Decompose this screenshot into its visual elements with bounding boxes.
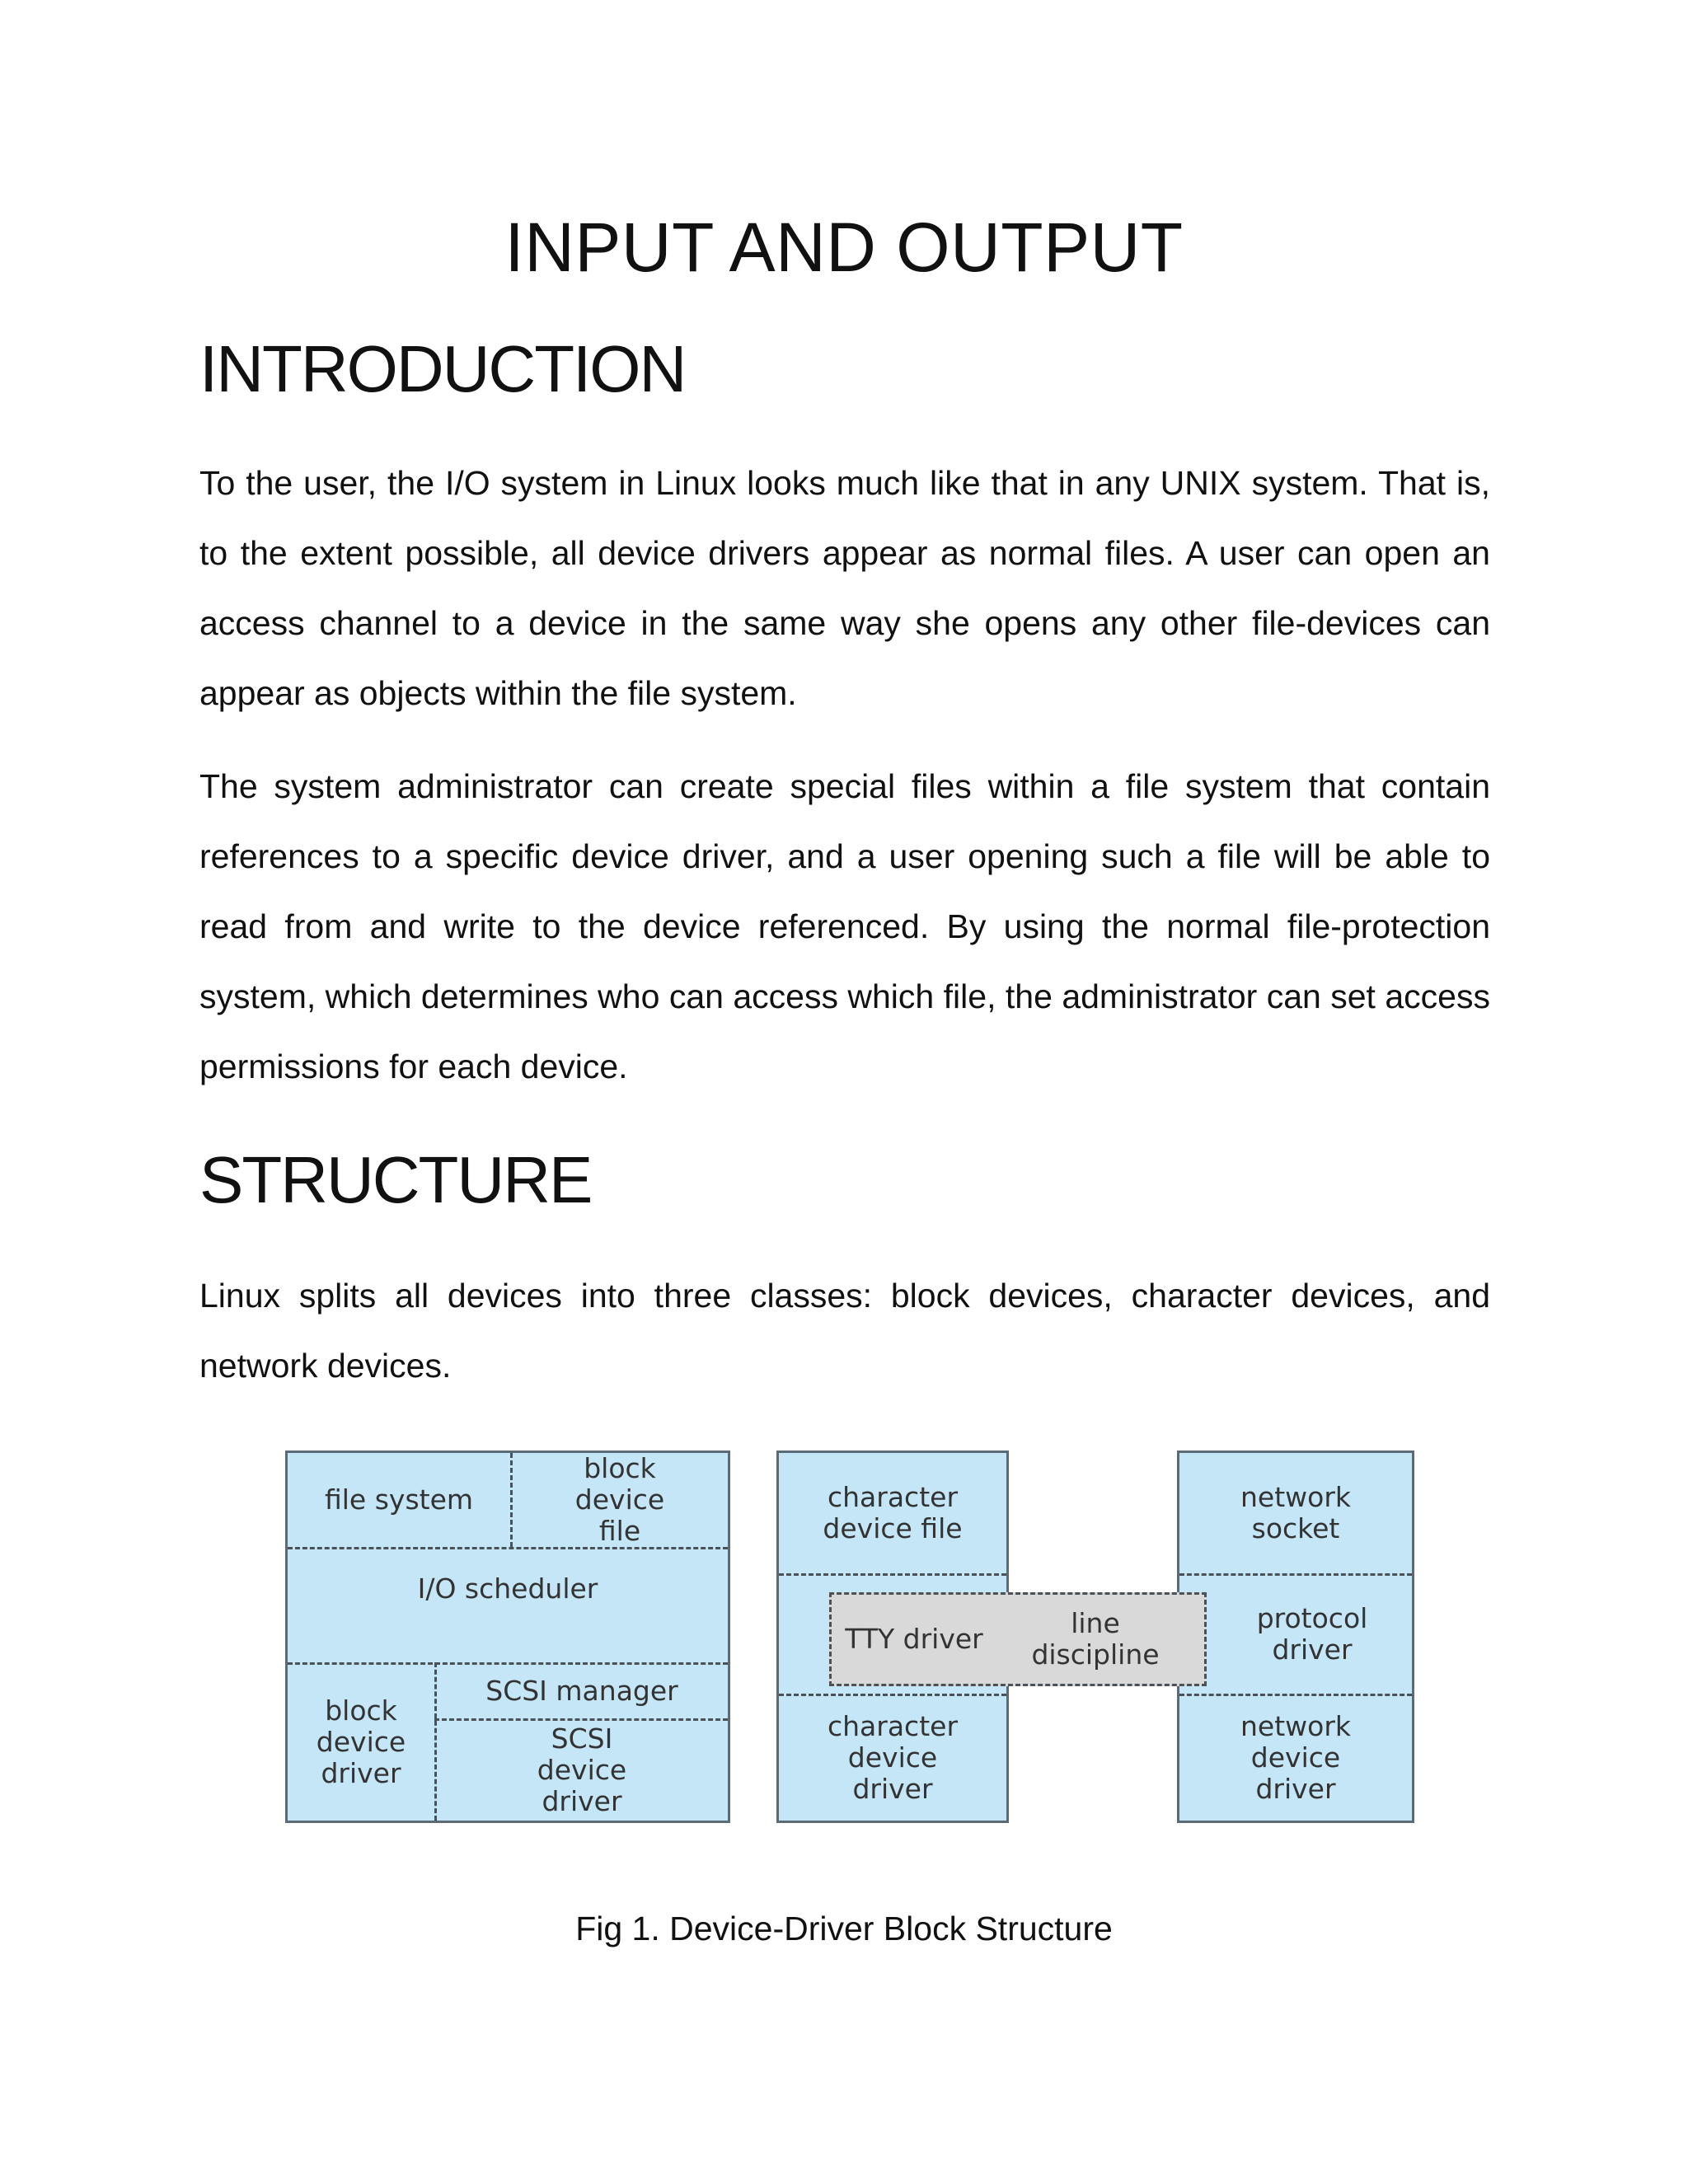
page-title: INPUT AND OUTPUT — [504, 209, 1184, 286]
character-device-driver-label: character device driver — [827, 1710, 959, 1805]
io-scheduler-label: I/O scheduler — [417, 1572, 598, 1605]
figure-caption: Fig 1. Device-Driver Block Structure — [575, 1910, 1113, 1947]
character-device-file-label: character device file — [823, 1481, 963, 1544]
file-system-label: file system — [324, 1483, 474, 1516]
line-discipline-label: line discipline — [1031, 1607, 1160, 1671]
scsi-device-driver-label: SCSI device driver — [537, 1722, 627, 1817]
protocol-driver-label: protocol driver — [1256, 1602, 1368, 1666]
heading-introduction: INTRODUCTION — [199, 332, 686, 405]
scsi-manager-label: SCSI manager — [485, 1675, 678, 1707]
network-device-stack — [1177, 1451, 1414, 1823]
block-device-driver-label: block device driver — [316, 1694, 406, 1789]
block-device-file-label: block device file — [574, 1452, 665, 1547]
network-socket-label: network socket — [1240, 1481, 1351, 1544]
intro-paragraph-1: To the user, the I/O system in Linux looks much like that in any UNIX system. That is, to the extent possible, all device drivers appear as normal files. A user can open an access channel to a device in the same way she opens any other file-devices can appear as objects within the file system. — [199, 464, 1490, 712]
divider — [779, 1573, 1006, 1576]
tty-driver-label: TTY driver — [845, 1623, 983, 1655]
block-device-stack — [285, 1451, 730, 1823]
heading-structure: STRUCTURE — [199, 1143, 592, 1216]
intro-paragraph-2: The system administrator can create special files within a file system that contain references to a specific device driver, and a user opening such a file will be able to read from and write to the device referenced. By using the normal file-protection system, which determines who can access which file, the administrator can set access permissions for each device. — [199, 767, 1490, 1085]
structure-paragraph-1: Linux splits all devices into three classes: block devices, character devices, and network devices. — [199, 1277, 1490, 1385]
device-driver-diagram — [280, 1451, 1418, 1830]
network-device-driver-label: network device driver — [1240, 1710, 1351, 1805]
line-discipline-bridge — [829, 1592, 1207, 1686]
